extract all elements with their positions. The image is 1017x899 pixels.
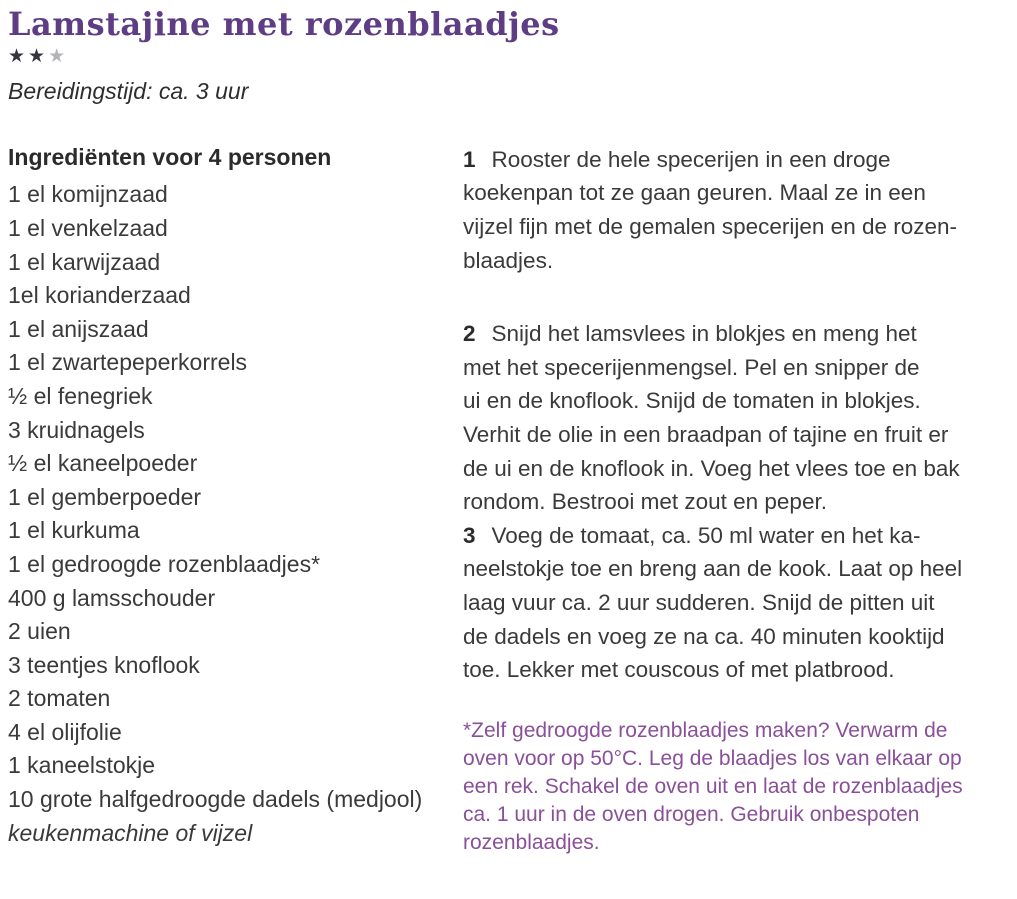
step-text: koekenpan tot ze gaan geuren. Maal ze in een xyxy=(463,180,926,206)
footnote-line: oven voor op 50°C. Leg de blaadjes los van elkaar op xyxy=(463,746,962,770)
equipment-note: keukenmachine of vijzel xyxy=(8,819,253,846)
footnote xyxy=(463,717,1017,857)
step-line xyxy=(463,351,1017,385)
ingredient-item: 1 el komijnzaad xyxy=(8,181,168,208)
step-line xyxy=(463,452,1017,486)
step-line xyxy=(463,210,1017,244)
step-number: 3 xyxy=(463,522,476,548)
ingredient-item: ½ el kaneelpoeder xyxy=(8,450,198,477)
step-text: Verhit de olie in een braadpan of tajine en fruit er xyxy=(463,421,949,447)
ingredient-item: 1el korianderzaad xyxy=(8,282,191,309)
ingredient-item: 10 grote halfgedroogde dadels (medjool) xyxy=(8,786,423,813)
ingredient-item: ½ el fenegriek xyxy=(8,382,153,409)
ingredient-item: 3 teentjes knoflook xyxy=(8,651,200,678)
step-number: 2 xyxy=(463,321,476,347)
ingredient-item: 2 uien xyxy=(8,618,71,645)
step-text: vijzel fijn met de gemalen specerijen en de rozen- xyxy=(463,213,958,239)
step-text: neelstokje toe en breng aan de kook. Laat op heel xyxy=(463,556,963,582)
step-text: Rooster de hele specerijen in een droge xyxy=(491,146,891,172)
star-icon: ★ xyxy=(48,45,69,67)
step-line xyxy=(463,143,1017,177)
step-text: Voeg de tomaat, ca. 50 ml water en het ka- xyxy=(491,522,921,548)
footnote-line: *Zelf gedroogde rozenblaadjes maken? Verwarm de xyxy=(463,718,948,742)
step-line xyxy=(463,244,1017,278)
page-title: Lamstajine met rozenblaadjes xyxy=(8,5,560,43)
recipe-step xyxy=(463,143,1017,277)
step-line xyxy=(463,519,1017,553)
difficulty-rating xyxy=(8,47,1017,66)
ingredient-item: 1 el zwartepeperkorrels xyxy=(8,349,248,376)
ingredient-item: 1 el gedroogde rozenblaadjes* xyxy=(8,550,321,577)
ingredient-item: 1 el venkelzaad xyxy=(8,214,168,241)
step-line xyxy=(463,317,1017,351)
ingredient-item: 1 el anijszaad xyxy=(8,315,149,342)
ingredients-heading: Ingrediënten voor 4 personen xyxy=(8,143,332,170)
step-text: toe. Lekker met couscous of met platbrood. xyxy=(463,657,895,683)
ingredient-item: 1 el gemberpoeder xyxy=(8,483,202,510)
footnote-line: rozenblaadjes. xyxy=(463,830,600,854)
content-columns xyxy=(8,141,1017,857)
ingredient-item: 3 kruidnagels xyxy=(8,416,145,443)
step-text: Snijd het lamsvlees in blokjes en meng het xyxy=(491,321,917,347)
step-text: ui en de knoflook. Snijd de tomaten in blokjes. xyxy=(463,388,921,414)
step-text: met het specerijenmengsel. Pel en snipper de xyxy=(463,354,920,380)
star-icon: ★ xyxy=(28,45,49,67)
step-line xyxy=(463,485,1017,519)
step-text: rondom. Bestrooi met zout en peper. xyxy=(463,489,827,515)
step-line xyxy=(463,418,1017,452)
step-line xyxy=(463,176,1017,210)
step-text: de ui en de knoflook in. Voeg het vlees toe en bak xyxy=(463,455,960,481)
recipe-step xyxy=(463,519,1017,687)
step-text: de dadels en voeg ze na ca. 40 minuten kooktijd xyxy=(463,623,945,649)
step-number: 1 xyxy=(463,146,476,172)
recipe-step xyxy=(463,317,1017,519)
method-section xyxy=(463,141,1017,857)
prep-time: Bereidingstijd: ca. 3 uur xyxy=(8,77,249,104)
step-line xyxy=(463,620,1017,654)
ingredient-item: 1 el kurkuma xyxy=(8,517,140,544)
ingredient-item: 4 el olijfolie xyxy=(8,718,122,745)
step-line xyxy=(463,653,1017,687)
star-icon: ★ xyxy=(8,45,29,67)
step-line xyxy=(463,552,1017,586)
step-text: laag vuur ca. 2 uur sudderen. Snijd de pitten uit xyxy=(463,589,935,615)
ingredient-item: 2 tomaten xyxy=(8,685,111,712)
ingredients-list xyxy=(8,178,463,816)
footnote-line: een rek. Schakel de oven uit en laat de rozenblaadjes xyxy=(463,774,963,798)
ingredient-item: 1 kaneelstokje xyxy=(8,752,156,779)
footnote-line: ca. 1 uur in de oven drogen. Gebruik onbespoten xyxy=(463,802,920,826)
step-line xyxy=(463,384,1017,418)
ingredient-item: 400 g lamsschouder xyxy=(8,584,216,611)
ingredient-item: 1 el karwijzaad xyxy=(8,248,161,275)
steps-list xyxy=(463,143,1017,687)
step-text: blaadjes. xyxy=(463,247,554,273)
step-line xyxy=(463,586,1017,620)
ingredients-section xyxy=(8,141,463,857)
